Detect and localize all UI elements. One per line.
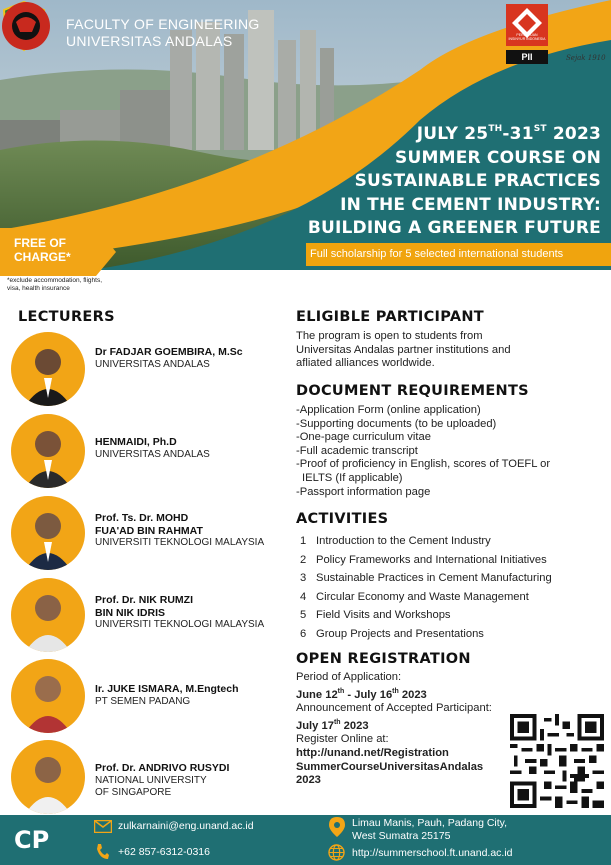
activity-item: 6 Group Projects and Presentations [300,627,484,640]
free-badge [14,236,84,264]
registration-link[interactable]: http://unand.net/Registration SummerCourseUniversitasAndalas 2023 [296,746,484,787]
qr-code[interactable] [510,714,604,808]
lecturer-card [11,496,311,572]
email-icon [94,820,112,833]
lecturer-card [11,578,311,654]
location-pin-icon [329,817,345,837]
document-item: -One-page curriculum vitae [296,431,431,444]
pii-emblem [506,4,548,46]
announce-date: July 17th 2023 [296,718,369,732]
website-link[interactable]: http://summerschool.ft.unand.ac.id [352,847,513,859]
eligible-line: The program is open to students from [296,330,483,342]
lecturer-name: Ir. JUKE ISMARA, M.Engtech PT SEMEN PADANG [95,683,305,708]
address [352,817,507,843]
globe-icon [328,844,345,861]
contact-phone[interactable]: +62 857-6312-0316 [118,846,210,858]
pii-subtitle: PERSATUAN INSINYUR INDONESIA [508,33,546,41]
lecturer-photo [11,414,85,488]
address-line: Limau Manis, Pauh, Padang City, [352,817,508,829]
headline-line: BUILDING A GREENER FUTURE [307,218,601,238]
lecturer-name: Dr FADJAR GOEMBIRA, M.Sc UNIVERSITAS ANDALAS [95,346,305,371]
lecturer-name: Prof. Dr. NIK RUMZI BIN NIK IDRIS UNIVERSITI TEKNOLOGI MALAYSIA [95,594,305,631]
lecturer-card [11,414,311,490]
lecturer-affiliation: NATIONAL UNIVERSITY OF SINGAPORE [95,774,207,798]
footer [0,815,611,865]
eligible-text [296,330,596,371]
document-item: -Supporting documents (to be uploaded) [296,417,497,430]
activity-item: 5 Field Visits and Workshops [300,609,451,622]
phone-icon [96,843,109,860]
course-headline [308,118,601,241]
registration-title: OPEN REGISTRATION [296,651,471,667]
address-line: West Sumatra 25175 [352,830,451,842]
documents-title: DOCUMENT REQUIREMENTS [296,383,529,399]
period-dates: June 12th - July 16th 2023 [296,687,427,701]
activities-title: ACTIVITIES [296,511,389,527]
free-note: *exclude accommodation, flights, visa, health insurance [7,277,103,292]
lecturer-name: Prof. Dr. ANDRIVO RUSYDI NATIONAL UNIVERSITY OF SINGAPORE [95,762,305,799]
activity-item: 1 Introduction to the Cement Industry [300,535,491,547]
lecturer-photo [11,578,85,652]
pii-label: PII [506,50,548,64]
activity-item: 4 Circular Economy and Waste Management [300,590,529,603]
lecturer-name: HENMAIDI, Ph.D UNIVERSITAS ANDALAS [95,436,305,461]
lecturer-affiliation: UNIVERSITI TEKNOLOGI MALAYSIA [95,537,265,548]
eligible-line: Universitas Andalas partner institutions and [296,343,511,356]
lecturer-name: Prof. Ts. Dr. MOHD FUA'AD BIN RAHMAT UNIVERSITI TEKNOLOGI MALAYSIA [95,512,305,549]
semen-padang-logo [0,0,52,52]
activity-item: 2 Policy Frameworks and International Initiatives [300,553,547,566]
headline-line: SUMMER COURSE ON [395,147,601,168]
lecturer-affiliation: PT SEMEN PADANG [95,695,191,707]
semen-padang-signature: Sejak 1910 [566,54,606,62]
course-date: JULY 25TH-31ST 2023 [416,124,601,144]
eligible-title: ELIGIBLE PARTICIPANT [296,309,484,325]
lecturer-photo [11,496,85,570]
lecturer-photo [11,740,85,814]
contact-email[interactable]: zulkarnaini@eng.unand.ac.id [118,820,254,832]
activities-list [300,532,600,644]
contact-person-label: CP [14,826,50,854]
document-item: -Application Form (online application) [296,404,481,416]
free-line: CHARGE* [14,250,71,264]
document-item: -Proof of proficiency in English, scores of TOEFL or [296,458,551,471]
lecturer-card [11,740,311,816]
eligible-line: afliated alliances worldwide. [296,357,435,370]
document-item: -Full academic transcript [296,444,418,457]
period-label: Period of Application: [296,671,402,683]
pii-logo [506,4,548,62]
document-item: -Passport information page [296,485,431,498]
faculty-line: FACULTY OF ENGINEERING [66,16,260,32]
headline-line: IN THE CEMENT INDUSTRY: [340,194,601,215]
lecturer-photo [11,332,85,406]
lecturers-title: LECTURERS [18,309,115,325]
document-item: IELTS (If applicable) [302,471,403,484]
lecturer-affiliation: UNIVERSITAS ANDALAS [95,358,210,370]
lecturer-affiliation: UNIVERSITAS ANDALAS [95,448,210,460]
lecturer-card [11,659,311,735]
lecturer-photo [11,659,85,733]
university-line: UNIVERSITAS ANDALAS [66,33,233,49]
lecturer-affiliation: UNIVERSITI TEKNOLOGI MALAYSIA [95,619,265,630]
registration-details [296,671,511,788]
online-label: Register Online at: [296,733,389,746]
headline-line: SUSTAINABLE PRACTICES [354,171,601,191]
activity-item: 3 Sustainable Practices in Cement Manufacturing [300,572,552,585]
announce-label: Announcement of Accepted Participant: [296,702,492,715]
free-line: FREE OF [14,236,67,250]
lecturer-card [11,332,311,408]
documents-list [296,404,601,499]
faculty-name [66,16,260,50]
scholarship-banner: Full scholarship for 5 selected international students [306,243,611,266]
